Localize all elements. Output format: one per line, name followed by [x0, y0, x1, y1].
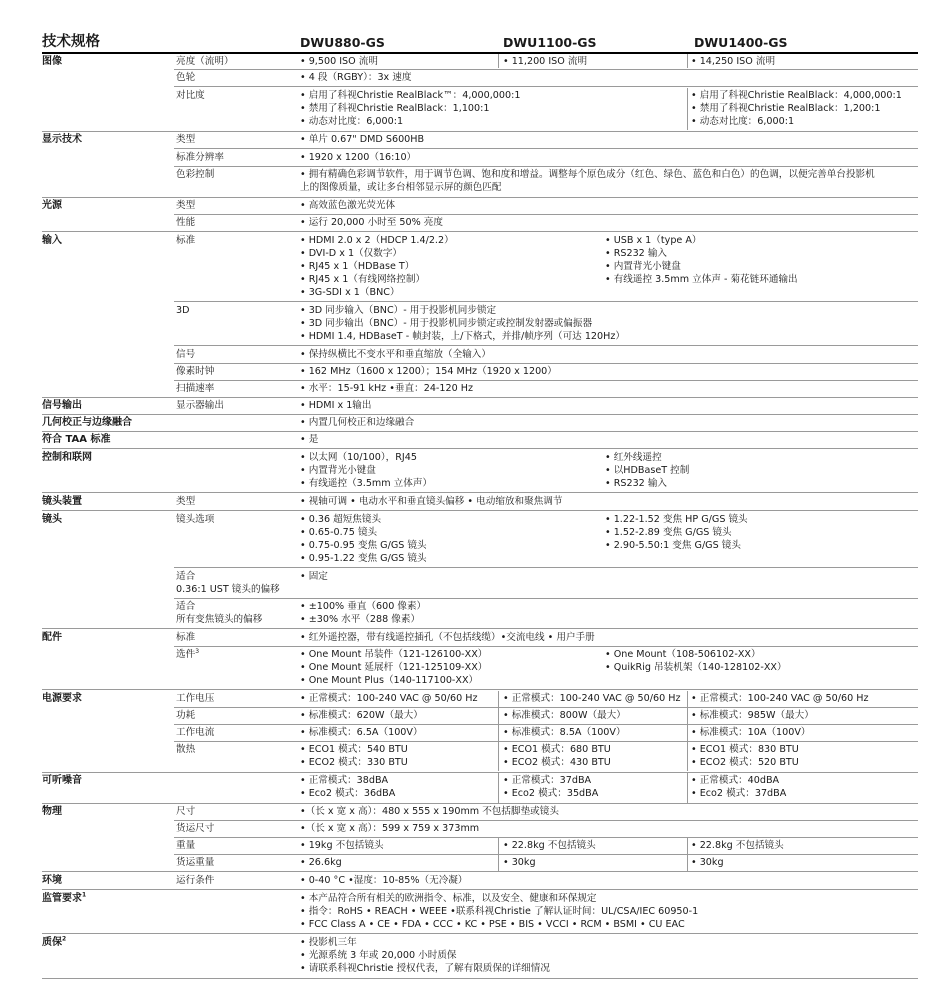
contrast-c-2: • 禁用了科视Christie RealBlack：1,200:1: [691, 103, 881, 114]
category-lens: 镜头: [42, 514, 62, 525]
input-a-4: • RJ45 x 1（有线网络控制）: [300, 274, 426, 285]
row-divider: [174, 166, 918, 167]
heat-3-eco1: • ECO1 模式：830 BTU: [691, 744, 799, 755]
section-divider: [42, 628, 918, 629]
page-title: 技术规格: [42, 34, 100, 50]
row-divider: [174, 837, 918, 838]
category-warranty: 质保$^2$: [42, 935, 67, 948]
heat-2-eco2: • ECO2 模式：430 BTU: [503, 757, 611, 768]
label-native-resolution: 标准分辨率: [176, 152, 224, 163]
divider: [687, 691, 688, 771]
operating-value: • 0-40 °C •湿度：10-85%（无冷凝）: [300, 875, 468, 886]
category-display: 显示技术: [42, 134, 82, 145]
accessories-standard-value: • 红外遥控器，带有线遥控插孔（不包括线缆）•交流电线 • 用户手册: [300, 632, 595, 643]
lens-b-1: • 1.22-1.52 变焦 HP G/GS 镜头: [605, 514, 748, 525]
noise-2-eco2: • Eco2 模式：35dBA: [503, 788, 599, 799]
fit-zoom-2: • ±30% 水平（288 像素）: [300, 614, 421, 625]
voltage-1: • 正常模式：100-240 VAC @ 50/60 Hz: [300, 693, 478, 704]
label-pixel-clock: 像素时钟: [176, 366, 215, 377]
power-2: • 标准模式：800W（最大）: [503, 710, 626, 721]
voltage-2: • 正常模式：100-240 VAC @ 50/60 Hz: [503, 693, 681, 704]
section-divider: [42, 772, 918, 773]
noise-2-normal: • 正常模式：37dBA: [503, 775, 592, 786]
bottom-rule: [42, 978, 918, 979]
label-performance: 性能: [176, 217, 196, 228]
label-color-control: 色彩控制: [176, 169, 215, 180]
lens-a-3: • 0.75-0.95 变焦 G/GS 镜头: [300, 540, 427, 551]
label-color-wheel: 色轮: [176, 72, 196, 83]
label-shipping-size: 货运尺寸: [176, 823, 215, 834]
lens-a-4: • 0.95-1.22 变焦 G/GS 镜头: [300, 553, 427, 564]
label-current: 工作电流: [176, 727, 215, 738]
category-geometry: 几何校正与边缘融合: [42, 417, 132, 428]
noise-1-eco2: • Eco2 模式：36dBA: [300, 788, 396, 799]
section-divider: [42, 231, 918, 232]
taa-value: • 是: [300, 434, 319, 445]
divider: [498, 838, 499, 871]
divider: [498, 691, 499, 771]
row-divider: [174, 380, 918, 381]
shipping-size-value: •（长 x 宽 x 高）：599 x 759 x 373mm: [300, 823, 480, 834]
label-accessories-standard: 标准: [176, 632, 196, 643]
model-name-3: DWU1400-GS: [694, 35, 788, 50]
noise-3-eco2: • Eco2 模式：37dBA: [691, 788, 787, 799]
control-b-2: • 以HDBaseT 控制: [605, 465, 690, 476]
brightness-1: • 9,500 ISO 流明: [300, 56, 378, 67]
category-power: 电源要求: [42, 693, 82, 704]
input-a-3: • RJ45 x 1（HDBase T）: [300, 261, 415, 272]
control-a-1: • 以太网（10/100），RJ45: [300, 452, 417, 463]
regulatory-2: • 指令：RoHS • REACH • WEEE •联系科视Christie 了解认证时间：UL/CSA/IEC 60950-1: [300, 906, 699, 917]
section-divider: [42, 933, 918, 934]
heat-2-eco1: • ECO1 模式：680 BTU: [503, 744, 611, 755]
brightness-3: • 14,250 ISO 流明: [691, 56, 776, 67]
label-fit-zoom-2: 所有变焦镜头的偏移: [176, 614, 263, 625]
geometry-value: • 内置几何校正和边缘融合: [300, 417, 415, 428]
color-wheel-value: • 4 段（RGBY）：3x 速度: [300, 72, 412, 83]
section-divider: [42, 131, 918, 132]
contrast-a-3: • 动态对比度：6,000:1: [300, 116, 404, 127]
voltage-3: • 正常模式：100-240 VAC @ 50/60 Hz: [691, 693, 869, 704]
section-divider: [42, 492, 918, 493]
row-divider: [174, 363, 918, 364]
footnote-2: 2: [62, 935, 67, 943]
optional-a-2: • One Mount 延展杆（121-125109-XX）: [300, 662, 488, 673]
section-divider: [42, 414, 918, 415]
label-shipping-weight: 货运重量: [176, 857, 215, 868]
label-brightness: 亮度（流明）: [176, 56, 234, 67]
row-divider: [174, 820, 918, 821]
row-divider: [174, 741, 918, 742]
fit-ust-value: • 固定: [300, 571, 328, 582]
control-a-3: • 有线遥控（3.5mm 立体声）: [300, 478, 433, 489]
row-divider: [174, 69, 918, 70]
warranty-2: • 光源系统 3 年或 20,000 小时质保: [300, 950, 457, 961]
category-physical: 物理: [42, 806, 62, 817]
section-divider: [42, 510, 918, 511]
scan-rate-value: • 水平：15-91 kHz •垂直：24-120 Hz: [300, 383, 473, 394]
current-2: • 标准模式：8.5A（100V）: [503, 727, 626, 738]
control-b-3: • RS232 输入: [605, 478, 668, 489]
monitor-output-value: • HDMI x 1输出: [300, 400, 372, 411]
weight-1: • 19kg 不包括镜头: [300, 840, 384, 851]
input-a-5: • 3G-SDI x 1（BNC）: [300, 287, 400, 298]
contrast-c-1: • 启用了科视Christie RealBlack：4,000,000:1: [691, 90, 902, 101]
fit-zoom-1: • ±100% 垂直（600 像素）: [300, 601, 427, 612]
size-value: •（长 x 宽 x 高）：480 x 555 x 190mm 不包括脚垫或镜头: [300, 806, 559, 817]
lens-a-1: • 0.36 超短焦镜头: [300, 514, 382, 525]
signal-value: • 保持纵横比不变水平和垂直缩放（全输入）: [300, 349, 491, 360]
color-control-line-1: • 拥有精确色彩调节软件，用于调节色调、饱和度和增益。调整每个原色成分（红色、绿色、蓝色和白色）的色调，以便完善单台投影机: [300, 169, 875, 180]
footnote-1: 1: [82, 891, 87, 899]
input-b-2: • RS232 输入: [605, 248, 668, 259]
row-divider: [174, 214, 918, 215]
input-b-4: • 有线遥控 3.5mm 立体声 - 菊花链环通输出: [605, 274, 798, 285]
category-accessories: 配件: [42, 632, 62, 643]
row-divider: [174, 854, 918, 855]
brightness-2: • 11,200 ISO 流明: [503, 56, 588, 67]
shipping-weight-1: • 26.6kg: [300, 857, 342, 868]
section-divider: [42, 689, 918, 690]
row-divider: [174, 724, 918, 725]
section-divider: [42, 397, 918, 398]
optional-b-2: • QuikRig 吊装机架（140-128102-XX）: [605, 662, 787, 673]
row-divider: [174, 707, 918, 708]
row-divider: [174, 598, 918, 599]
section-divider: [42, 803, 918, 804]
header-rule: [42, 52, 918, 54]
mount-type-value: • 视轴可调 • 电动水平和垂直镜头偏移 • 电动缩放和聚焦调节: [300, 496, 563, 507]
color-control-line-2: 上的图像质量，或让多台相邻显示屏的颜色匹配: [300, 182, 502, 193]
label-3d: 3D: [176, 305, 190, 316]
control-a-2: • 内置背光小键盘: [300, 465, 376, 476]
contrast-a-1: • 启用了科视Christie RealBlack™：4,000,000:1: [300, 90, 521, 101]
lens-b-3: • 2.90-5.50:1 变焦 G/GS 镜头: [605, 540, 741, 551]
label-optional: 选件$^3$: [176, 647, 200, 660]
regulatory-1: • 本产品符合所有相关的欧洲指令、标准，以及安全、健康和环保规定: [300, 893, 597, 904]
optional-b-1: • One Mount（108-506102-XX）: [605, 649, 761, 660]
label-input-standard: 标准: [176, 235, 196, 246]
regulatory-3: • FCC Class A • CE • FDA • CCC • KC • PSE • BIS • VCCI • RCM • BSMI • CU EAC: [300, 919, 685, 930]
divider: [687, 54, 688, 68]
row-divider: [174, 86, 918, 87]
row-divider: [174, 148, 918, 149]
lens-b-2: • 1.52-2.89 变焦 G/GS 镜头: [605, 527, 732, 538]
contrast-a-2: • 禁用了科视Christie RealBlack：1,100:1: [300, 103, 490, 114]
category-signal-output: 信号输出: [42, 400, 82, 411]
row-divider: [174, 345, 918, 346]
label-fit-ust-1: 适合: [176, 571, 196, 582]
divider: [687, 88, 688, 130]
label-mount-type: 类型: [176, 496, 196, 507]
category-regulatory: 监管要求$^1$: [42, 891, 87, 904]
weight-3: • 22.8kg 不包括镜头: [691, 840, 784, 851]
input-b-3: • 内置背光小键盘: [605, 261, 681, 272]
category-control: 控制和联网: [42, 452, 92, 463]
heat-1-eco2: • ECO2 模式：330 BTU: [300, 757, 408, 768]
label-fit-ust-2: 0.36:1 UST 镜头的偏移: [176, 584, 280, 595]
warranty-3: • 请联系科视Christie 授权代表，了解有限质保的详细情况: [300, 963, 550, 974]
three-d-2: • 3D 同步输出（BNC）- 用于投影机同步锁定或控制发射器或偏振器: [300, 318, 593, 329]
label-signal: 信号: [176, 349, 196, 360]
current-3: • 标准模式：10A（100V）: [691, 727, 811, 738]
label-fit-zoom-1: 适合: [176, 601, 196, 612]
section-divider: [42, 871, 918, 872]
category-noise: 可听噪音: [42, 775, 82, 786]
contrast-c-3: • 动态对比度：6,000:1: [691, 116, 795, 127]
input-a-2: • DVI-D x 1（仅数字）: [300, 248, 403, 259]
model-name-1: DWU880-GS: [300, 35, 385, 50]
label-size: 尺寸: [176, 806, 196, 817]
label-display-type: 类型: [176, 134, 196, 145]
performance-value: • 运行 20,000 小时至 50% 亮度: [300, 217, 443, 228]
label-scan-rate: 扫描速率: [176, 383, 215, 394]
footnote-3: 3: [195, 647, 200, 655]
pixel-clock-value: • 162 MHz（1600 x 1200）；154 MHz（1920 x 1200）: [300, 366, 557, 377]
category-input: 输入: [42, 235, 62, 246]
category-environment: 环境: [42, 875, 62, 886]
current-1: • 标准模式：6.5A（100V）: [300, 727, 423, 738]
light-type-value: • 高效蓝色激光荧光体: [300, 200, 396, 211]
row-divider: [174, 301, 918, 302]
category-image: 图像: [42, 56, 62, 67]
label-voltage: 工作电压: [176, 693, 215, 704]
heat-3-eco2: • ECO2 模式：520 BTU: [691, 757, 799, 768]
category-light-source: 光源: [42, 200, 62, 211]
label-light-type: 类型: [176, 200, 196, 211]
section-divider: [42, 197, 918, 198]
control-b-1: • 红外线遥控: [605, 452, 662, 463]
three-d-1: • 3D 同步输入（BNC）- 用于投影机同步锁定: [300, 305, 497, 316]
label-power-consumption: 功耗: [176, 710, 196, 721]
noise-1-normal: • 正常模式：38dBA: [300, 775, 389, 786]
heat-1-eco1: • ECO1 模式：540 BTU: [300, 744, 408, 755]
row-divider: [174, 646, 918, 647]
input-b-1: • USB x 1（type A）: [605, 235, 702, 246]
label-heat: 散热: [176, 744, 196, 755]
power-1: • 标准模式：620W（最大）: [300, 710, 423, 721]
divider: [687, 838, 688, 871]
section-divider: [42, 889, 918, 890]
label-operating: 运行条件: [176, 875, 215, 886]
lens-a-2: • 0.65-0.75 镜头: [300, 527, 378, 538]
shipping-weight-2: • 30kg: [503, 857, 536, 868]
label-weight: 重量: [176, 840, 196, 851]
model-name-2: DWU1100-GS: [503, 35, 597, 50]
section-divider: [42, 448, 918, 449]
category-taa: 符合 TAA 标准: [42, 434, 111, 445]
warranty-1: • 投影机三年: [300, 937, 357, 948]
display-type-value: • 单片 0.67" DMD S600HB: [300, 134, 425, 145]
optional-a-3: • One Mount Plus（140-117100-XX）: [300, 675, 479, 686]
three-d-3: • HDMI 1.4, HDBaseT - 帧封装，上/下格式，并排/帧序列（可达 120Hz）: [300, 331, 625, 342]
divider: [687, 773, 688, 803]
input-a-1: • HDMI 2.0 x 2（HDCP 1.4/2.2）: [300, 235, 454, 246]
shipping-weight-3: • 30kg: [691, 857, 724, 868]
weight-2: • 22.8kg 不包括镜头: [503, 840, 596, 851]
divider: [498, 54, 499, 68]
noise-3-normal: • 正常模式：40dBA: [691, 775, 780, 786]
row-divider: [174, 567, 918, 568]
native-resolution-value: • 1920 x 1200（16:10）: [300, 152, 417, 163]
optional-a-1: • One Mount 吊装件（121-126100-XX）: [300, 649, 488, 660]
divider: [498, 773, 499, 803]
power-3: • 标准模式：985W（最大）: [691, 710, 814, 721]
section-divider: [42, 431, 918, 432]
label-contrast: 对比度: [176, 90, 205, 101]
label-monitor-output: 显示器输出: [176, 400, 224, 411]
category-lens-mount: 镜头装置: [42, 496, 82, 507]
label-lens-options: 镜头选项: [176, 514, 215, 525]
